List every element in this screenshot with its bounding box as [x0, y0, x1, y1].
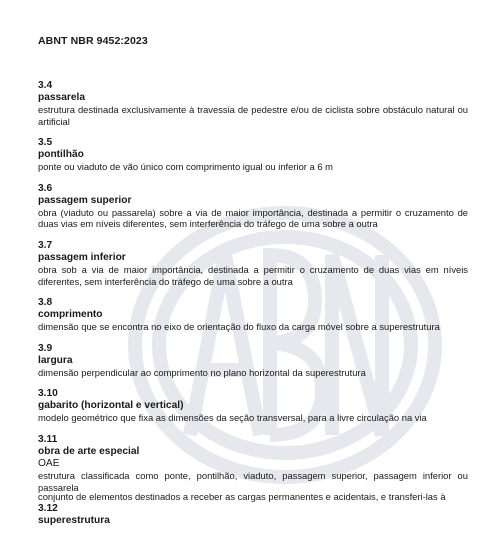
- term-definition: obra (viaduto ou passarela) sobre a via de maior importância, destinada a permitir o cruzamento de duas vias em níveis diferentes, sem interferência do tráfego de uma sobre a outra: [38, 206, 468, 230]
- term-3-10: [38, 388, 468, 424]
- term-definition: estrutura destinada exclusivamente à travessia de pedestre e/ou de ciclista sobre obstáculo natural ou artificial: [38, 104, 468, 127]
- term-title: gabarito (horizontal e vertical): [38, 400, 184, 412]
- term-definition: estrutura classificada como ponte, pontilhão, viaduto, passagem superior, passagem inferior ou passarela: [38, 469, 468, 493]
- term-3-8: [38, 297, 468, 333]
- term-number: 3.6: [38, 182, 53, 194]
- term-3-9: [38, 343, 468, 379]
- term-number: 3.9: [38, 342, 53, 354]
- term-number: 3.4: [38, 80, 53, 91]
- term-number: 3.11: [38, 433, 58, 445]
- term-number: 3.10: [38, 388, 58, 400]
- term-title: pontilhão: [38, 149, 84, 161]
- term-3-12: [38, 503, 468, 527]
- term-definition: dimensão que se encontra no eixo de orientação do fluxo da carga móvel sobre a superestrutura: [38, 321, 440, 333]
- term-3-5: [38, 137, 468, 173]
- term-title: comprimento: [38, 309, 103, 321]
- term-definition: modelo geométrico que fixa as dimensões da seção transversal, para a livre circulação na via: [38, 412, 427, 424]
- terms-list: [38, 80, 468, 537]
- term-title: passagem superior: [38, 194, 132, 206]
- term-3-7: [38, 240, 468, 287]
- term-3-6: [38, 183, 468, 230]
- term-definition: obra sob a via de maior importância, destinada a permitir o cruzamento de duas vias em níveis diferentes, sem interferência do tráfego de uma sobre a outra: [38, 263, 468, 287]
- term-number: 3.8: [38, 297, 53, 309]
- term-definition: ponte ou viaduto de vão único com comprimento igual ou inferior a 6 m: [38, 161, 333, 173]
- term-title: superestrutura: [38, 515, 110, 527]
- term-number: 3.7: [38, 239, 53, 251]
- term-number: 3.5: [38, 137, 53, 149]
- term-3-4: [38, 80, 468, 127]
- term-3-11: [38, 434, 468, 493]
- term-title: passagem inferior: [38, 251, 126, 263]
- term-title: obra de arte especial: [38, 445, 140, 457]
- term-number: 3.12: [38, 503, 58, 515]
- term-title: largura: [38, 354, 73, 366]
- term-definition: dimensão perpendicular ao comprimento no plano horizontal da superestrutura: [38, 366, 366, 378]
- document-header: ABNT NBR 9452:2023: [38, 35, 148, 47]
- cut-off-definition-line: conjunto de elementos destinados a receber as cargas permanentes e acidentais, e transferi-las à: [38, 491, 446, 502]
- term-title: passarela: [38, 92, 86, 103]
- term-abbreviation: OAE: [38, 457, 60, 469]
